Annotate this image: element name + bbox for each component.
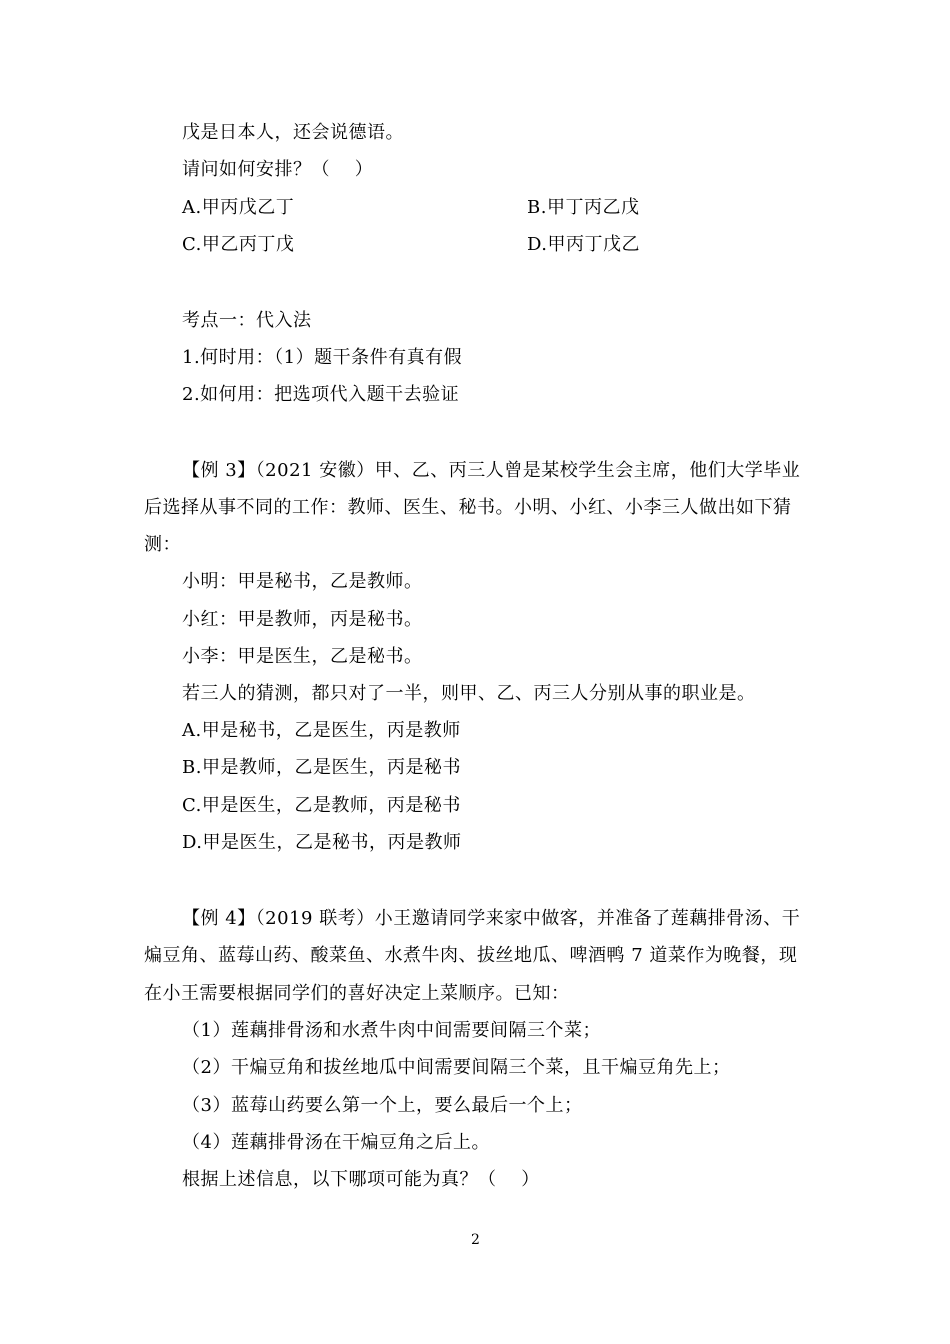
q2-option-b: B.甲丁丙乙戊 <box>527 197 640 218</box>
q2-prompt: 请问如何安排？（ ） <box>182 159 374 180</box>
example4-condition-2: （2）干煸豆角和拔丝地瓜中间需要间隔三个菜，且干煸豆角先上； <box>182 1057 731 1078</box>
example3-guess-xiaohong: 小红：甲是教师，丙是秘书。 <box>182 609 423 630</box>
example3-option-a: A.甲是秘书，乙是医生，丙是教师 <box>182 720 461 741</box>
example4-condition-3: （3）蓝莓山药要么第一个上，要么最后一个上； <box>182 1095 583 1116</box>
example3-question: 若三人的猜测，都只对了一半，则甲、乙、丙三人分别从事的职业是。 <box>182 683 756 704</box>
example3-option-c: C.甲是医生，乙是教师，丙是秘书 <box>182 795 461 816</box>
q2-option-c: C.甲乙丙丁戊 <box>182 234 295 255</box>
example3-guess-xiaoming: 小明：甲是秘书，乙是教师。 <box>182 571 423 592</box>
q2-option-a: A.甲丙戊乙丁 <box>182 197 295 218</box>
example4-condition-1: （1）莲藕排骨汤和水煮牛肉中间需要间隔三个菜； <box>182 1020 601 1041</box>
example3-line-1: 【例 3】（2021 安徽）甲、乙、丙三人曾是某校学生会主席，他们大学毕业 <box>182 460 801 481</box>
page-number: 2 <box>471 1232 480 1248</box>
kaodian-item-1: 1.何时用：（1）题干条件有真有假 <box>182 347 463 368</box>
kaodian-item-2: 2.如何用：把选项代入题干去验证 <box>182 384 460 405</box>
example3-option-b: B.甲是教师，乙是医生，丙是秘书 <box>182 757 461 778</box>
example3-line-3: 测： <box>144 534 181 555</box>
example3-option-d: D.甲是医生，乙是秘书，丙是教师 <box>182 832 462 853</box>
q2-option-d: D.甲丙丁戊乙 <box>527 234 641 255</box>
kaodian-title: 考点一：代入法 <box>182 310 312 331</box>
example4-question: 根据上述信息，以下哪项可能为真？（ ） <box>182 1169 540 1190</box>
example4-line-1: 【例 4】（2019 联考）小王邀请同学来家中做客，并准备了莲藕排骨汤、干 <box>182 908 801 929</box>
example3-guess-xiaoli: 小李：甲是医生，乙是秘书。 <box>182 646 423 667</box>
example4-condition-4: （4）莲藕排骨汤在干煸豆角之后上。 <box>182 1132 490 1153</box>
q2-continuation: 戊是日本人，还会说德语。 <box>182 122 404 143</box>
example4-line-3: 在小王需要根据同学们的喜好决定上菜顺序。已知： <box>144 983 570 1004</box>
example3-line-2: 后选择从事不同的工作：教师、医生、秘书。小明、小红、小李三人做出如下猜 <box>144 497 792 518</box>
example4-line-2: 煸豆角、蓝莓山药、酸菜鱼、水煮牛肉、拔丝地瓜、啤酒鸭 7 道菜作为晚餐，现 <box>144 945 798 966</box>
